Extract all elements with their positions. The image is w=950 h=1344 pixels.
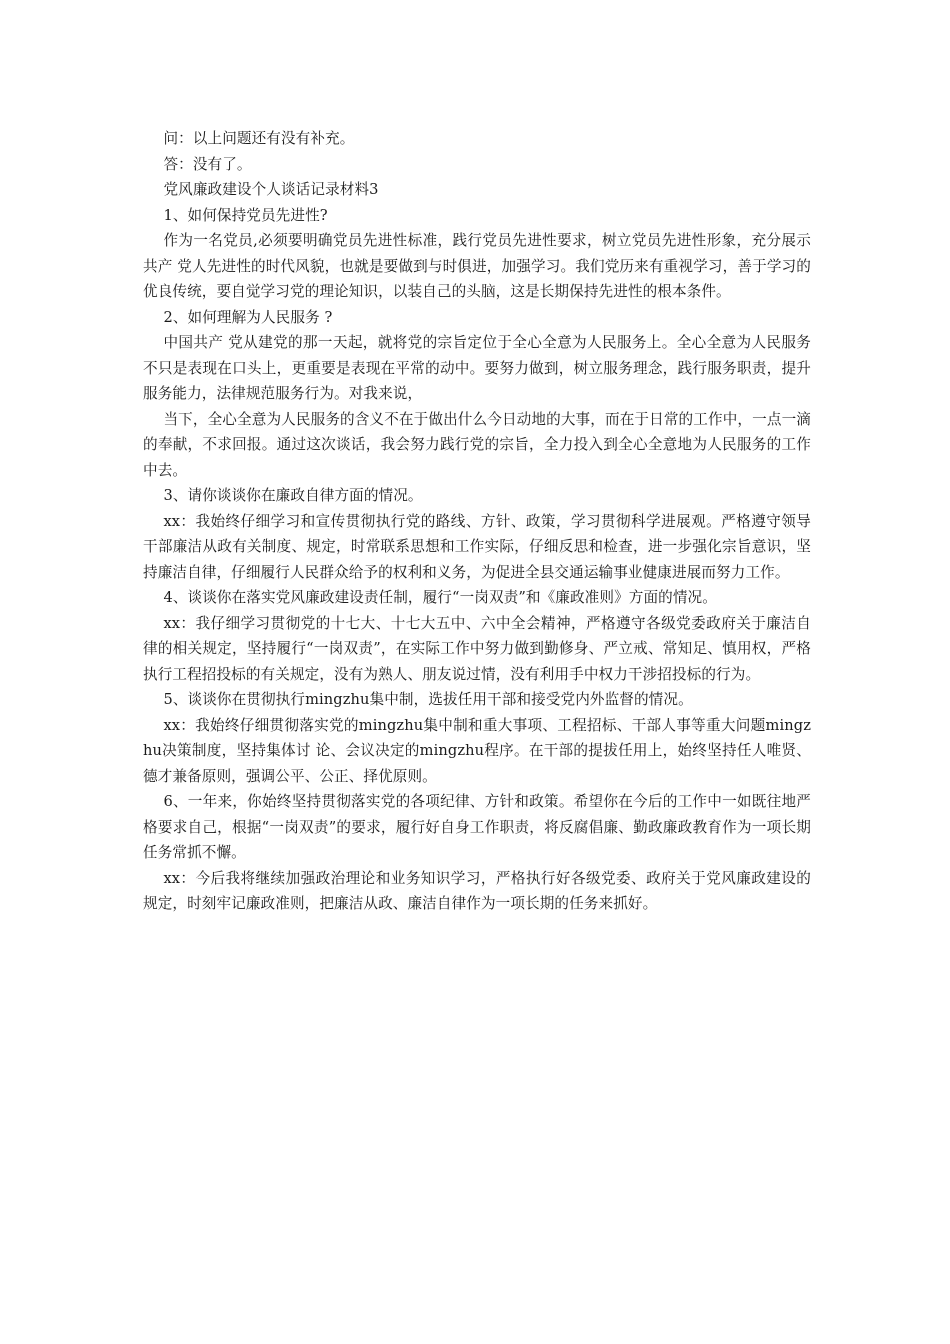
paragraph-answer-4: xx：我仔细学习贯彻党的十七大、十七大五中、六中全会精神，严格遵守各级党委政府关于廉洁自律的相关规定，坚持履行“一岗双责”，在实际工作中努力做到勤修身、严立戒、常知足、慎用权，严格执行工程招投标的有关规定，没有为熟人、朋友说过情，没有利用手中权力干涉招投标的行为。	[143, 614, 811, 683]
paragraph-question-4: 4、谈谈你在落实党风廉政建设责任制，履行“一岗双责”和《廉政准则》方面的情况。	[163, 589, 717, 606]
paragraph-question-6: 6、一年来，你始终坚持贯彻落实党的各项纪律、方针和政策。希望你在今后的工作中一如既往地严格要求自己，根据“一岗双责”的要求，履行好自身工作职责，将反腐倡廉、勤政廉政教育作为一项长期任务常抓不懈。	[143, 793, 811, 861]
paragraph-answer-3: xx：我始终仔细学习和宣传贯彻执行党的路线、方针、政策，学习贯彻科学进展观。严格遵守领导干部廉洁从政有关制度、规定，时常联系思想和工作实际，仔细反思和检查，进一步强化宗旨意识，坚持廉洁自律，仔细履行人民群众给予的权利和义务，为促进全县交通运输事业健康进展而努力工作。	[143, 512, 811, 581]
paragraph-answer-1: 作为一名党员,必须要明确党员先进性标准，践行党员先进性要求，树立党员先进性形象，充分展示共产 党人先进性的时代风貌，也就是要做到与时俱进，加强学习。我们党历来有重视学习，善于学习的优良传统，要自觉学习党的理论知识，以装自己的头脑，这是长期保持先进性的根本条件。	[143, 232, 811, 300]
paragraph-question-supplement: 问：以上问题还有没有补充。	[163, 130, 355, 147]
paragraph-answer-5: xx：我始终仔细贯彻落实党的mingzhu集中制和重大事项、工程招标、干部人事等重大问题mingzhu决策制度，坚持集体讨 论、会议决定的mingzhu程序。在干部的提拔任用上，始终坚持任人唯贤、德才兼备原则，强调公平、公正、择优原则。	[143, 716, 811, 785]
document-body	[143, 126, 811, 917]
paragraph-answer-6: xx：今后我将继续加强政治理论和业务知识学习，严格执行好各级党委、政府关于党风廉政建设的规定，时刻牢记廉政准则，把廉洁从政、廉洁自律作为一项长期的任务来抓好。	[143, 869, 811, 912]
paragraph-question-5: 5、谈谈你在贯彻执行mingzhu集中制，选拔任用干部和接受党内外监督的情况。	[163, 691, 693, 708]
paragraph-answer-2a: 中国共产 党从建党的那一天起，就将党的宗旨定位于全心全意为人民服务上。全心全意为人民服务不只是表现在口头上，更重要是表现在平常的动中。要努力做到，树立服务理念，践行服务职责，提升服务能力，法律规范服务行为。对我来说，	[143, 334, 811, 402]
paragraph-answer-2b: 当下，全心全意为人民服务的含义不在于做出什么今日动地的大事，而在于日常的工作中，一点一滴的奉献，不求回报。通过这次谈话，我会努力践行党的宗旨，全力投入到全心全意地为人民服务的工作中去。	[143, 410, 811, 479]
paragraph-section-title: 党风廉政建设个人谈话记录材料3	[163, 181, 379, 198]
paragraph-answer-none: 答：没有了。	[163, 155, 252, 173]
paragraph-question-2: 2、如何理解为人民服务 ?	[163, 308, 333, 326]
paragraph-question-3: 3、请你谈谈你在廉政自律方面的情况。	[163, 487, 423, 504]
paragraph-question-1: 1、如何保持党员先进性?	[163, 206, 328, 224]
